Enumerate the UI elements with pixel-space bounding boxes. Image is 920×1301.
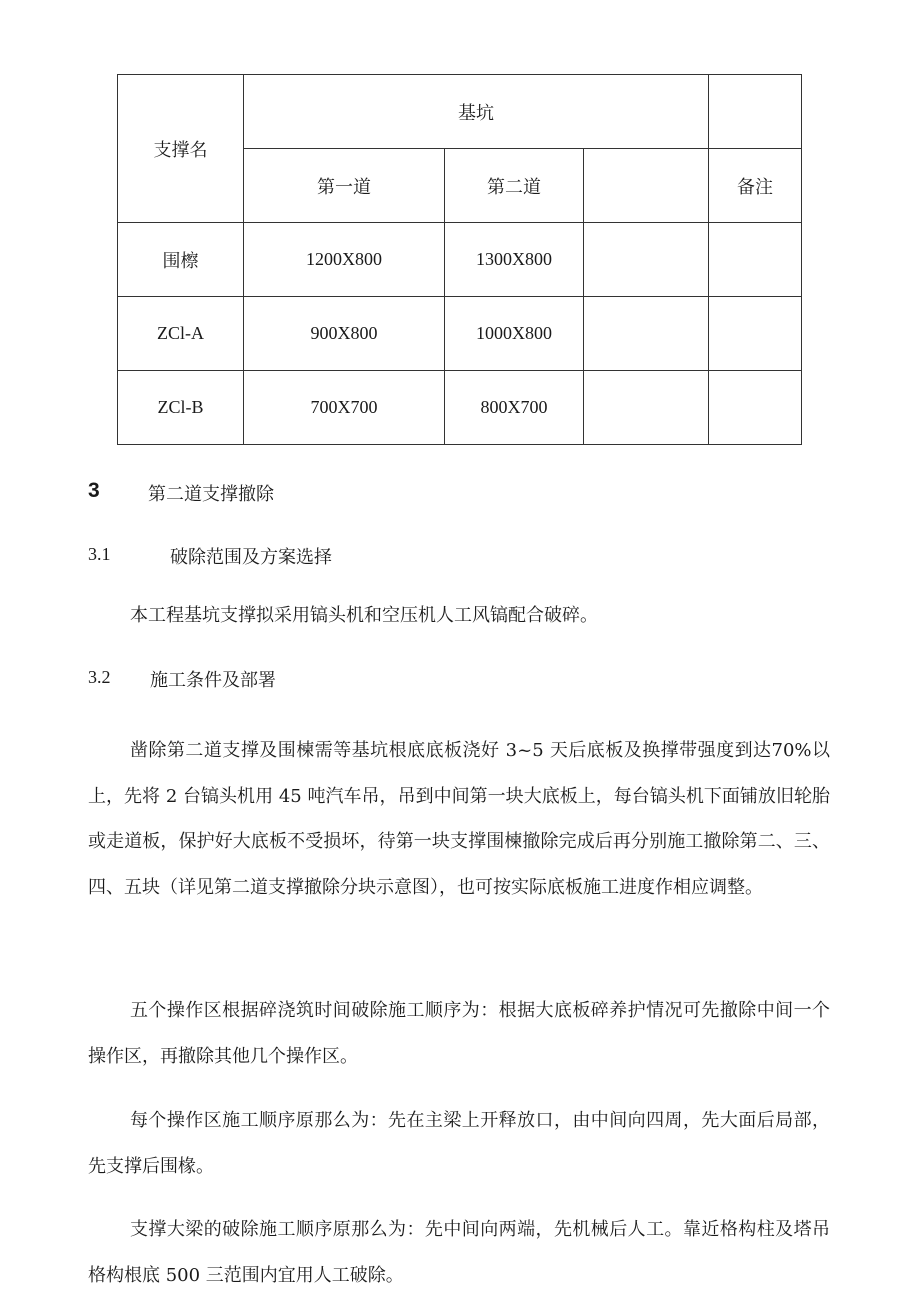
subheader-remarks: 备注: [709, 149, 802, 223]
paragraph-zone-order: 每个操作区施工顺序原那么为：先在主梁上开释放口，由中间向四周，先大面后局部，先支撑后围椽。: [88, 1110, 830, 1177]
subheader-second: 第二道: [445, 149, 584, 223]
section-3-title: 第二道支撑撤除: [148, 484, 274, 505]
support-size-table: [117, 74, 802, 445]
subheader-first: 第一道: [244, 149, 445, 223]
cell-second: 800X700: [445, 371, 584, 445]
cell-name: ZCl-B: [118, 371, 244, 445]
table-header-row: [118, 75, 802, 149]
header-foundation-pit: 基坑: [244, 75, 709, 149]
cell-second: 1300X800: [445, 223, 584, 297]
cell-first: 1200X800: [244, 223, 445, 297]
cell-name: ZCl-A: [118, 297, 244, 371]
cell-note: [709, 223, 802, 297]
table-row: [118, 297, 802, 371]
cell-second: 1000X800: [445, 297, 584, 371]
cell-first: 700X700: [244, 371, 445, 445]
cell-note: [709, 297, 802, 371]
table-row: [118, 223, 802, 297]
section-3-1-number: 3.1: [88, 544, 111, 564]
paragraph-demolition-sequence: 凿除第二道支撑及围楝需等基坑根底底板浇好 3~5 天后底板及换撑带强度到达70%以上，先将 2 台镐头机用 45 吨汽车吊，吊到中间第一块大底板上，每台镐头机下面铺放旧轮胎或走道板，保护好大底板不受损坏，待第一块支撑围楝撤除完成后再分别施工撤除第二、三、四、五块（详见第二道支撑撤除分块示意图），也可按实际底板施工进度作相应调整。: [88, 740, 830, 898]
header-blank-cell: [709, 75, 802, 149]
paragraph-beam-demolition: 支撑大梁的破除施工顺序原那么为：先中间向两端，先机械后人工。靠近格构柱及塔吊格构根底 500 三范围内宜用人工破除。: [88, 1219, 830, 1286]
cell-blank: [584, 223, 709, 297]
section-3-2-title: 施工条件及部署: [150, 670, 276, 691]
cell-blank: [584, 297, 709, 371]
header-support-name: 支撑名: [118, 75, 244, 223]
cell-name: 围檫: [118, 223, 244, 297]
table-row: [118, 371, 802, 445]
subheader-blank: [584, 149, 709, 223]
section-3-1-title: 破除范围及方案选择: [170, 547, 332, 568]
section-3-number: 3: [88, 479, 100, 502]
section-3-1-body: 本工程基坑支撑拟采用镐头机和空压机人工风镐配合破碎。: [130, 605, 598, 626]
paragraph-operation-zones: 五个操作区根据碎浇筑时间破除施工顺序为：根据大底板碎养护情况可先撤除中间一个操作区，再撤除其他几个操作区。: [88, 1000, 830, 1067]
section-3-2-number: 3.2: [88, 667, 111, 687]
cell-first: 900X800: [244, 297, 445, 371]
cell-blank: [584, 371, 709, 445]
cell-note: [709, 371, 802, 445]
